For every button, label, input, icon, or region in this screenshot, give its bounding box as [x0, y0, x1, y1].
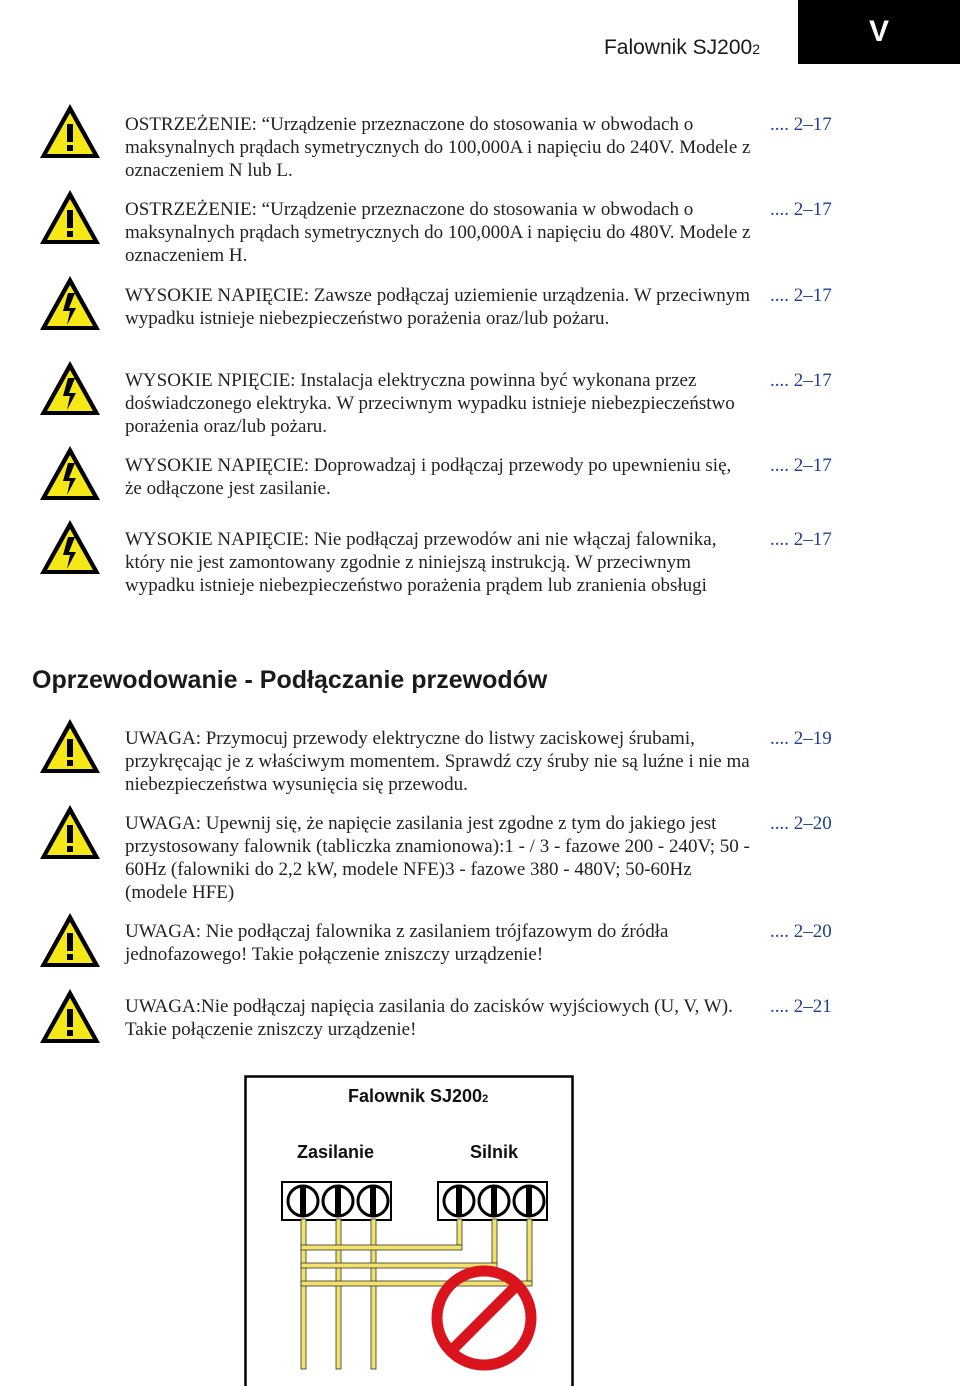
high-voltage-text: WYSOKIE NAPIĘCIE: Nie podłączaj przewodów ani nie włączaj falownika, który nie jest zamontowany zgodnie z niniejszą instrukcją. W przeciwnym wypadku istnieje niebezpieczeństwo porażenia prądem lub zranienia obsługi: [125, 529, 717, 596]
wire-motor: [492, 1219, 497, 1263]
page-reference-link[interactable]: .... 2–20: [770, 813, 832, 834]
warning-icon: [38, 911, 102, 969]
wire-crossing: [301, 1263, 497, 1268]
header-title: Falownik SJ2002: [603, 36, 760, 59]
terminal-slot: [526, 1186, 532, 1216]
page-reference-link[interactable]: .... 2–19: [770, 728, 832, 749]
wire-power: [371, 1219, 376, 1369]
page-reference-link[interactable]: .... 2–17: [770, 370, 832, 391]
wiring-diagram-graphic: [244, 1075, 574, 1386]
caution-text: UWAGA: Nie podłączaj falownika z zasilaniem trójfazowym do źródła jednofazowego! Takie połączenie zniszczy urządzenie!: [125, 921, 669, 965]
terminal-slot: [335, 1186, 341, 1216]
high-voltage-icon: [38, 444, 102, 502]
caution-text: UWAGA: Przymocuj przewody elektryczne do listwy zaciskowej śrubami, przykręcając je z właściwym momentem. Sprawdź czy śruby nie są luźne i nie ma niebezpieczeństwa wysunięcia się przewodu.: [125, 728, 750, 795]
caution-text: UWAGA: Upewnij się, że napięcie zasilania jest zgodne z tym do jakiego jest przystosowany falownik (tabliczka znamionowa):1 - / 3 - fazowe 200 - 240V; 50 - 60Hz (falowniki do 2,2 kW, modele NFE)3 - fazowe 380 - 480V; 50-60Hz (modele HFE): [125, 813, 750, 903]
high-voltage-text: WYSOKIE NAPIĘCIE: Zawsze podłączaj uziemienie urządzenia. W przeciwnym wypadku istnieje niebezpieczeństwo porażenia oraz/lub pożaru.: [125, 285, 751, 329]
page-reference-link[interactable]: .... 2–17: [770, 285, 832, 306]
warning-icon: [38, 717, 102, 775]
high-voltage-icon: [38, 518, 102, 576]
terminal-slot: [456, 1186, 462, 1216]
wire-motor: [527, 1219, 532, 1281]
motor-label: Silnik: [470, 1142, 519, 1162]
page-reference-link[interactable]: .... 2–21: [770, 996, 832, 1017]
wire-power: [301, 1219, 306, 1369]
terminal-slot: [370, 1186, 376, 1216]
page-reference-link[interactable]: .... 2–20: [770, 921, 832, 942]
warning-text: OSTRZEŻENIE: “Urządzenie przeznaczone do stosowania w obwodach o maksynalnych prądach symetrycznych do 100,000A i napięciu do 240V. Modele z oznaczeniem N lub L.: [125, 114, 751, 181]
high-voltage-text: WYSOKIE NPIĘCIE: Instalacja elektryczna powinna być wykonana przez doświadczonego elektryka. W przeciwnym wypadku istnieje niebezpieczeństwo porażenia oraz/lub pożaru.: [125, 370, 735, 437]
terminal-slot: [300, 1186, 306, 1216]
page-reference-link[interactable]: .... 2–17: [770, 455, 832, 476]
page-reference-link[interactable]: .... 2–17: [770, 114, 832, 135]
high-voltage-text: WYSOKIE NAPIĘCIE: Doprowadzaj i podłączaj przewody po upewnieniu się, że odłączone jest zasilanie.: [125, 455, 732, 499]
diagram-title: Falownik SJ2002: [348, 1086, 489, 1106]
caution-text: UWAGA:Nie podłączaj napięcia zasilania do zacisków wyjściowych (U, V, W). Takie połączenie zniszczy urządzenie!: [125, 996, 733, 1040]
terminal-slot: [491, 1186, 497, 1216]
power-label: Zasilanie: [297, 1142, 375, 1162]
warning-icon: [38, 987, 102, 1045]
chapter-tab: V: [798, 0, 960, 64]
warning-icon: [38, 188, 102, 246]
wire-power: [336, 1219, 341, 1369]
wire-crossing: [301, 1281, 532, 1286]
header-title-subscript: 2: [752, 41, 760, 57]
wire-motor: [457, 1219, 462, 1245]
high-voltage-icon: [38, 274, 102, 332]
section-title: Oprzewodowanie - Podłączanie przewodów: [32, 666, 548, 694]
page-reference-link[interactable]: .... 2–17: [770, 199, 832, 220]
wire-crossing: [301, 1245, 462, 1250]
warning-icon: [38, 803, 102, 861]
diagram-title-subscript: 2: [482, 1093, 489, 1105]
high-voltage-icon: [38, 359, 102, 417]
warning-text: OSTRZEŻENIE: “Urządzenie przeznaczone do stosowania w obwodach o maksynalnych prądach symetrycznych do 100,000A i napięciu do 480V. Modele z oznaczeniem H.: [125, 199, 751, 266]
page-reference-link[interactable]: .... 2–17: [770, 529, 832, 550]
wiring-diagram: [244, 1075, 574, 1386]
warning-icon: [38, 102, 102, 160]
